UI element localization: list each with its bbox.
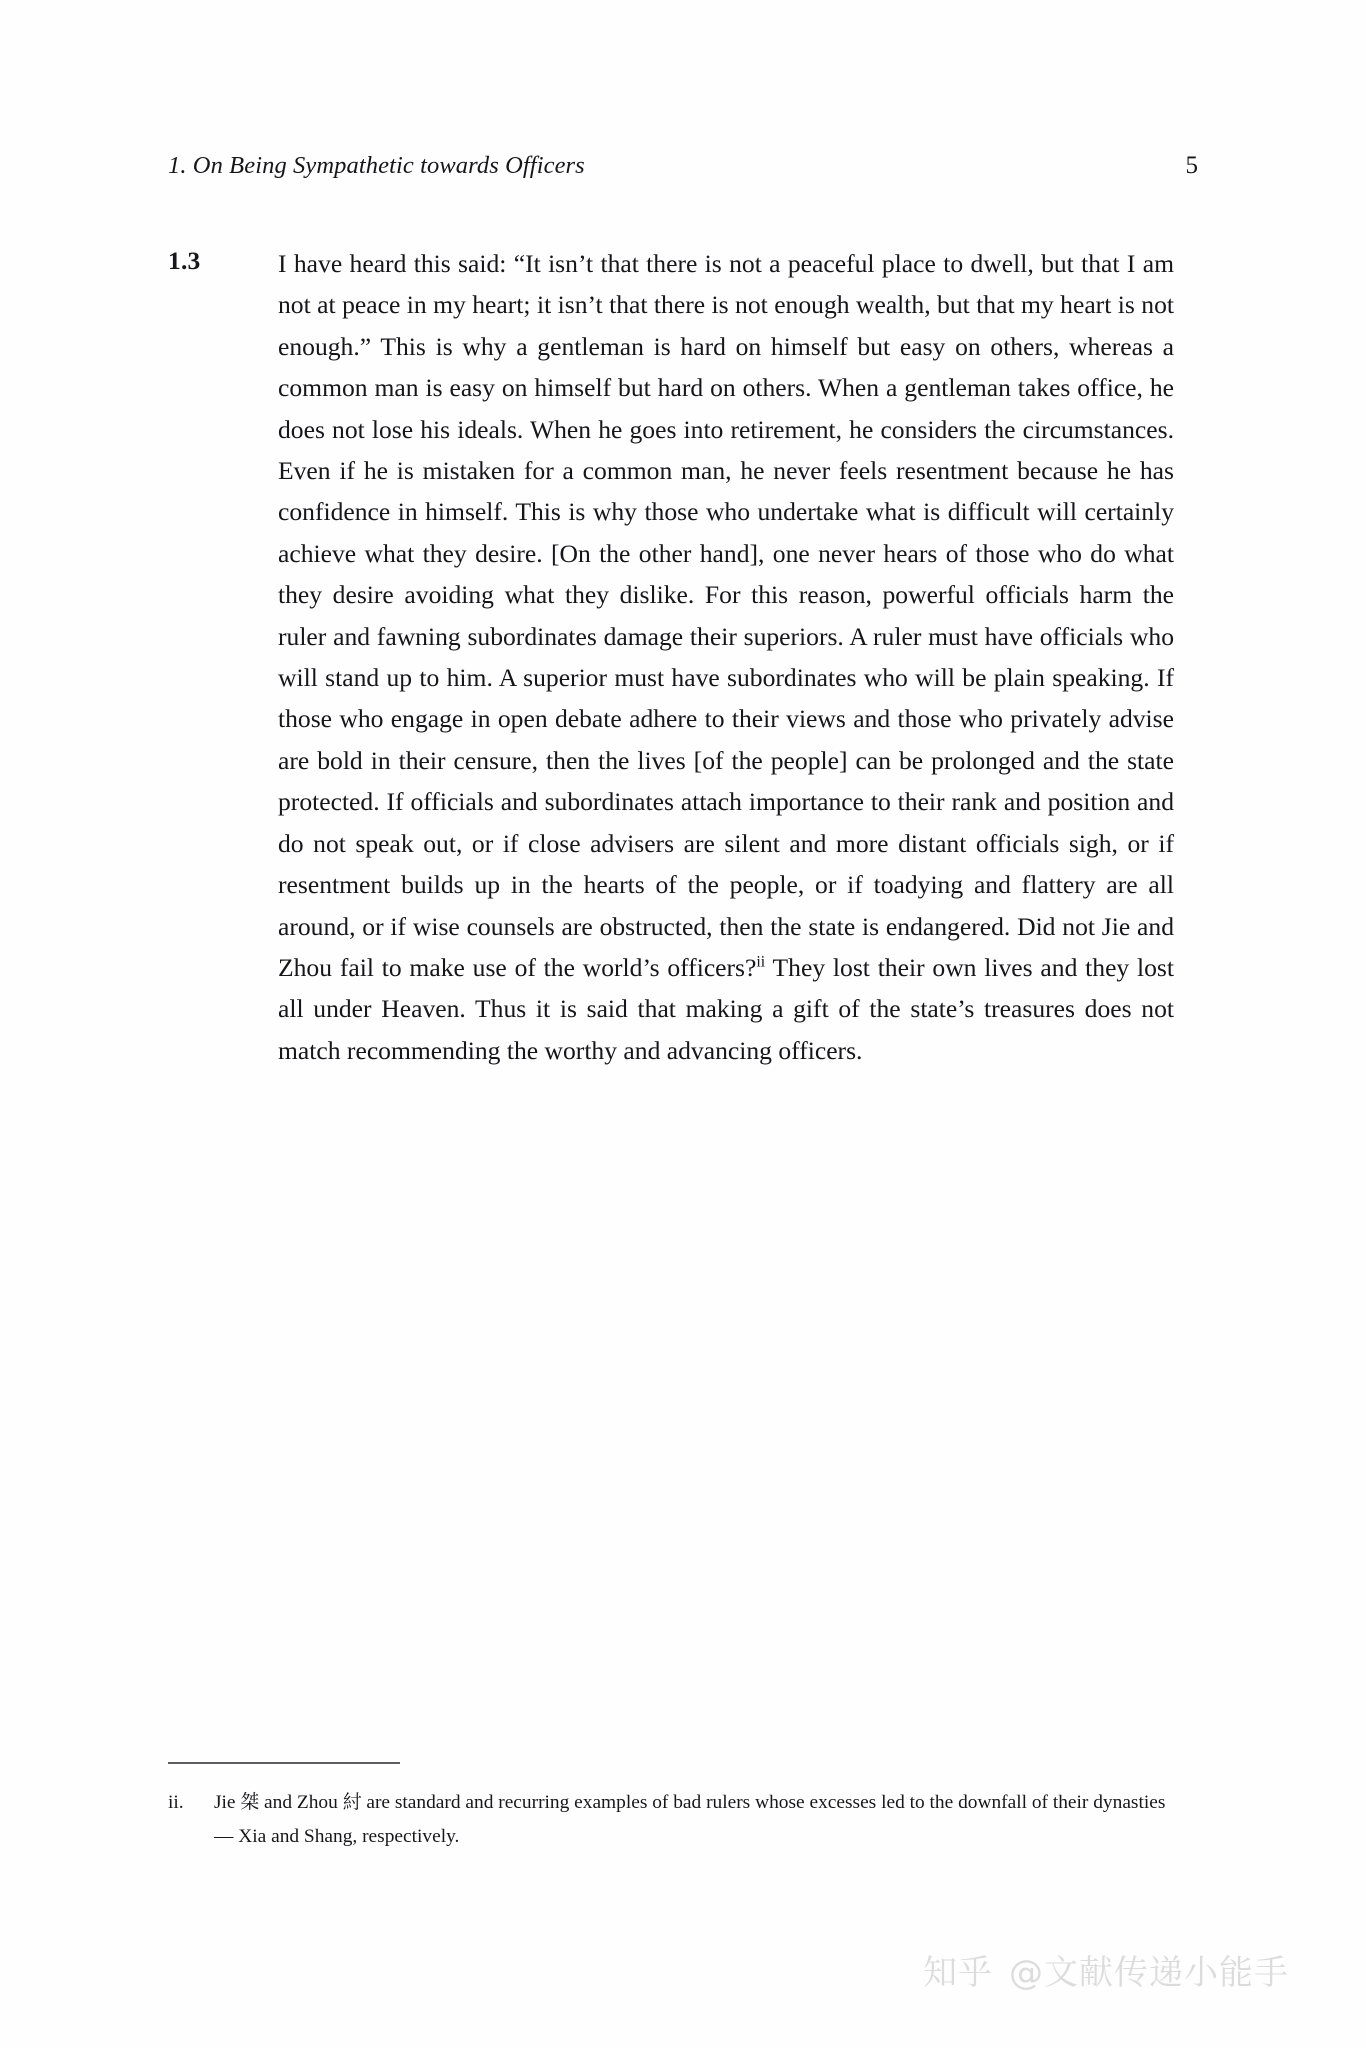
running-head-title: 1. On Being Sympathetic towards Officers [168,152,585,179]
paragraph-text-before-footnote: I have heard this said: “It isn’t that there is not a peaceful place to dwell, but that I am not at peace in my heart; it isn’t that there is not enough wealth, but that my heart is not enough.” This is why a gentleman is hard on himself but easy on others, whereas a common man is easy on himself but hard on others. When a gentleman takes office, he does not lose his ideals. When he goes into retirement, he considers the circumstances. Even if he is mistaken for a common man, he never feels resentment because he has confidence in himself. This is why those who undertake what is difficult will certainly achieve what they desire. [On the other hand], one never hears of those who do what they desire avoiding what they dislike. For this reason, powerful officials harm the ruler and fawning subordinates damage their superiors. A ruler must have officials who will stand up to him. A superior must have subordinates who will be plain speaking. If those who engage in open debate adhere to their views and those who privately advise are bold in their censure, then the lives [of the people] can be prolonged and the state protected. If officials and subordinates attach importance to their rank and position and do not speak out, or if close advisers are silent and more distant officials sigh, or if resentment builds up in the hearts of the people, or if toadying and flattery are all around, or if wise counsels are obstructed, then the state is endangered. Did not Jie and Zhou fail to make use of the world’s officers? [278,249,1174,982]
han-character-jie: 桀 [240,1792,260,1813]
footnote-text-segment-2: and Zhou [259,1792,343,1813]
footnote-marker: ii. [168,1792,184,1813]
section-paragraph [278,243,1174,1071]
section-number: 1.3 [168,246,201,275]
footnote-reference-marker[interactable]: ii [756,953,766,971]
paragraph-text-after-footnote: They lost their own lives and they lost all under Heaven. Thus it is said that making a gift of the state’s treasures does not match recommending the worthy and advancing officers. [278,952,1175,1065]
footnote [168,1786,1178,1854]
han-character-zhou: 紂 [342,1792,362,1813]
section-block [168,243,1174,1071]
footnote-text-segment-3: are standard and recurring examples of bad rulers whose excesses led to the downfall of their dynasties — Xia and Shang, respectively. [214,1792,1166,1847]
footnote-text-segment-1: Jie [214,1792,241,1813]
watermark-handle: @文献传递小能手 [1009,1953,1289,1993]
footnote-separator-rule [168,1762,400,1764]
footnote-text [214,1786,1178,1854]
running-head [168,152,1198,186]
page-number: 5 [1185,152,1198,179]
watermark-logo: 知乎 [923,1953,993,1993]
watermark [923,1945,1289,1994]
